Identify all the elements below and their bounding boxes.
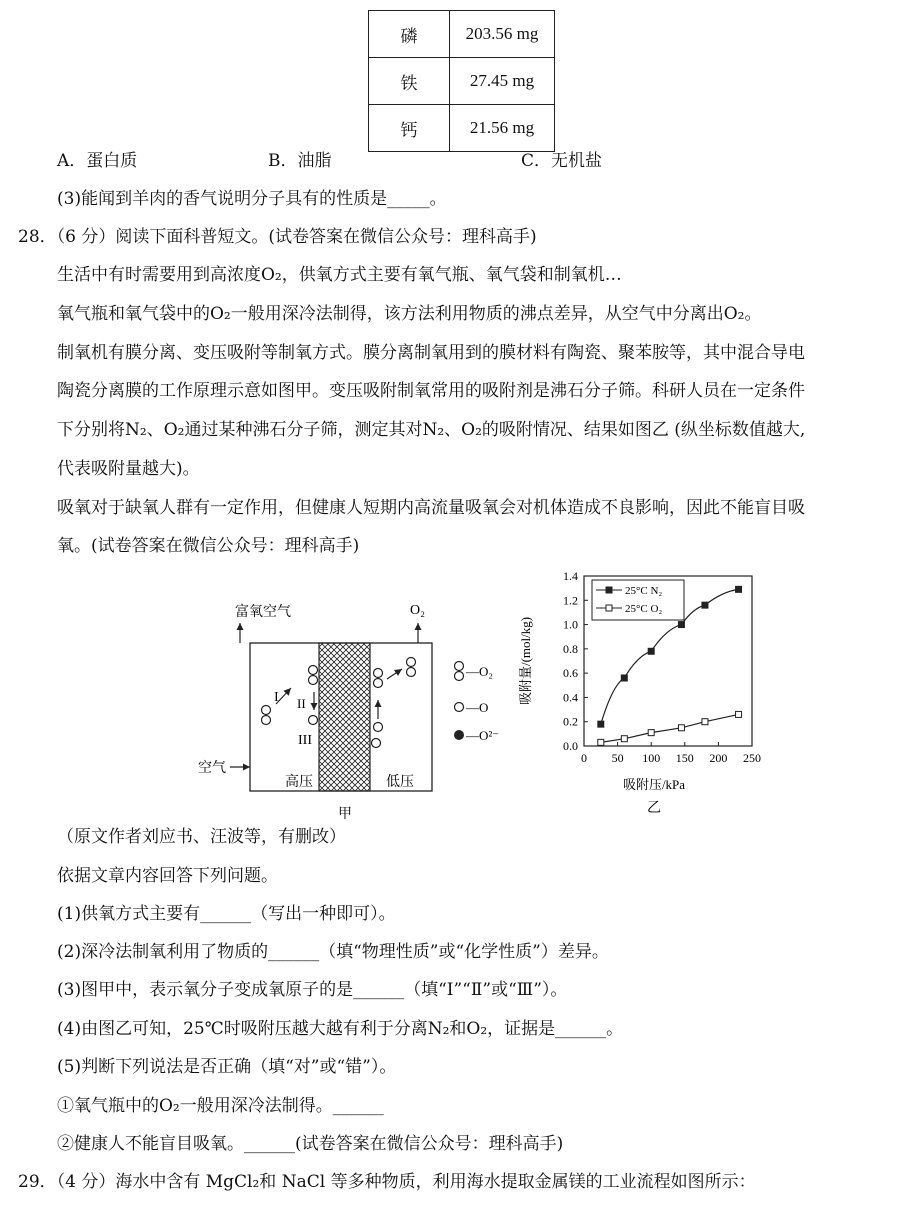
y-tick-label: 0.8 (563, 641, 578, 656)
y-tick-label: 0.0 (563, 739, 578, 753)
question-28-5: (5)判断下列说法是否正确（填“对”或“错”）。 (57, 1057, 397, 1077)
x-tick-label: 100 (642, 751, 661, 765)
nutrient-name: 钙 (369, 105, 450, 152)
y-tick-label: 1.2 (563, 593, 578, 608)
oxygen-molecule (407, 658, 416, 677)
step-i-label: I (274, 690, 279, 705)
paragraph-3-line-3: 下分别将N₂、O₂通过某种沸石分子筛，测定其对N₂、O₂的吸附情况、结果如图乙 (纵坐标数值越大, (57, 420, 806, 440)
option-c: C．无机盐 (521, 151, 603, 171)
o2-data-point (621, 736, 627, 742)
paragraph-3-line-2: 陶瓷分离膜的工作原理示意如图甲。变压吸附制氧常用的吸附剂是沸石分子筛。科研人员在一定条件 (57, 381, 805, 401)
legend-filled-square (606, 587, 612, 593)
legend-oxide-ion (454, 730, 464, 740)
legend-oxygen-atom (455, 703, 464, 712)
x-axis-label: 吸附压/kPa (622, 777, 686, 792)
adsorption-chart (516, 566, 766, 828)
x-tick-label: 50 (611, 751, 624, 765)
option-b: B．油脂 (268, 151, 332, 171)
legend-o2minus-text: —O²⁻ (466, 728, 500, 743)
legend-oxygen-molecule (455, 662, 464, 681)
nutrient-value: 27.45 mg (450, 58, 555, 105)
o2-data-point (736, 711, 742, 717)
x-tick-label: 250 (743, 751, 761, 765)
n2-data-point (621, 675, 627, 681)
x-tick-label: 200 (709, 751, 728, 765)
question-27-3: (3)能闻到羊肉的香气说明分子具有的性质是_____。 (57, 189, 447, 209)
paragraph-4-line-2: 氧。(试卷答案在微信公众号：理科高手) (57, 536, 360, 556)
question-28-2: (2)深冷法制氧利用了物质的______（填“物理性质”或“化学性质”）差异。 (57, 942, 609, 962)
oxygen-molecule (262, 706, 271, 725)
source-note: （原文作者刘应书、汪波等，有删改） (57, 827, 346, 847)
release-arrow (387, 669, 402, 679)
ceramic-membrane (319, 643, 370, 791)
question-28-1: (1)供氧方式主要有______（写出一种即可）。 (57, 904, 396, 924)
nutrient-name: 铁 (369, 58, 450, 105)
y-tick-label: 0.4 (563, 690, 578, 705)
y-tick-label: 0.2 (563, 714, 578, 729)
table-row (369, 58, 555, 105)
legend-o2-text: —O₂ (466, 664, 493, 679)
low-pressure-label: 低压 (386, 775, 414, 790)
table-row (369, 105, 555, 152)
n2-data-point (702, 602, 708, 608)
membrane-diagram (190, 596, 520, 828)
o2-data-point (648, 730, 654, 736)
y-tick-label: 0.6 (563, 666, 578, 681)
nutrient-value: 203.56 mg (450, 11, 555, 58)
legend-open-square (606, 605, 612, 611)
paragraph-1: 生活中有时需要用到高浓度O₂，供氧方式主要有氧气瓶、氧气袋和制氧机… (57, 265, 622, 285)
n2-data-point (678, 622, 684, 628)
n2-data-point (736, 586, 742, 592)
nutrient-name: 磷 (369, 11, 450, 58)
question-28-header: 28．（6 分）阅读下面科普短文。(试卷答案在微信公众号：理科高手) (18, 227, 537, 247)
legend-label: 25°C N₂ (625, 585, 663, 597)
option-a: A．蛋白质 (57, 151, 138, 171)
oxygen-molecule (309, 666, 318, 685)
n2-data-point (648, 648, 654, 654)
question-29-header: 29．（4 分）海水中含有 MgCl₂和 NaCl 等多种物质，利用海水提取金属镁的工业流程如图所示： (18, 1172, 756, 1192)
instruction: 依据文章内容回答下列问题。 (57, 866, 278, 886)
step-iii-label: III (298, 733, 312, 748)
figure-a-caption: 甲 (338, 807, 352, 822)
n2-data-point (598, 721, 604, 727)
nutrient-value: 21.56 mg (450, 105, 555, 152)
oxygen-atom (309, 716, 318, 725)
o2-data-point (678, 725, 684, 731)
table-row (369, 11, 555, 58)
paragraph-3-line-1: 制氧机有膜分离、变压吸附等制氧方式。膜分离制氧用到的膜材料有陶瓷、聚苯胺等，其中混合导电 (57, 343, 805, 363)
paragraph-3-line-4: 代表吸附量越大)。 (57, 459, 200, 479)
question-28-4: (4)由图乙可知，25℃时吸附压越大越有利于分离N₂和O₂，证据是______。 (57, 1019, 624, 1039)
oxygen-top-label: O₂ (410, 603, 425, 618)
y-axis-label: 吸附量/(mol/kg) (518, 616, 533, 706)
oxygen-rich-air-label: 富氧空气 (235, 605, 291, 620)
step-ii-label: II (297, 696, 306, 711)
x-tick-label: 150 (675, 751, 694, 765)
air-label: 空气 (198, 761, 226, 776)
legend-label: 25°C O₂ (625, 603, 663, 615)
question-28-5-2: ②健康人不能盲目吸氧。______(试卷答案在微信公众号：理科高手) (57, 1134, 564, 1154)
question-28-5-1: ①氧气瓶中的O₂一般用深冷法制得。______ (57, 1096, 384, 1116)
o2-data-point (702, 719, 708, 725)
figure-b-caption: 乙 (647, 801, 661, 816)
x-tick-label: 0 (581, 751, 587, 765)
oxygen-molecule (374, 669, 383, 688)
paragraph-4-line-1: 吸氧对于缺氧人群有一定作用，但健康人短期内高流量吸氧会对机体造成不良影响，因此不能盲目吸 (57, 498, 805, 518)
o2-data-point (598, 739, 604, 745)
question-28-3: (3)图甲中，表示氧分子变成氧原子的是______（填“Ⅰ”“Ⅱ”或“Ⅲ”）。 (57, 980, 568, 1000)
paragraph-2: 氧气瓶和氧气袋中的O₂一般用深冷法制得，该方法利用物质的沸点差异，从空气中分离出O₂。 (57, 304, 762, 324)
oxygen-molecule (372, 723, 383, 748)
y-tick-label: 1.0 (563, 617, 578, 632)
high-pressure-label: 高压 (285, 775, 313, 790)
y-tick-label: 1.4 (563, 569, 578, 583)
nutrition-table (368, 10, 555, 152)
legend-o-text: —O (466, 700, 489, 715)
